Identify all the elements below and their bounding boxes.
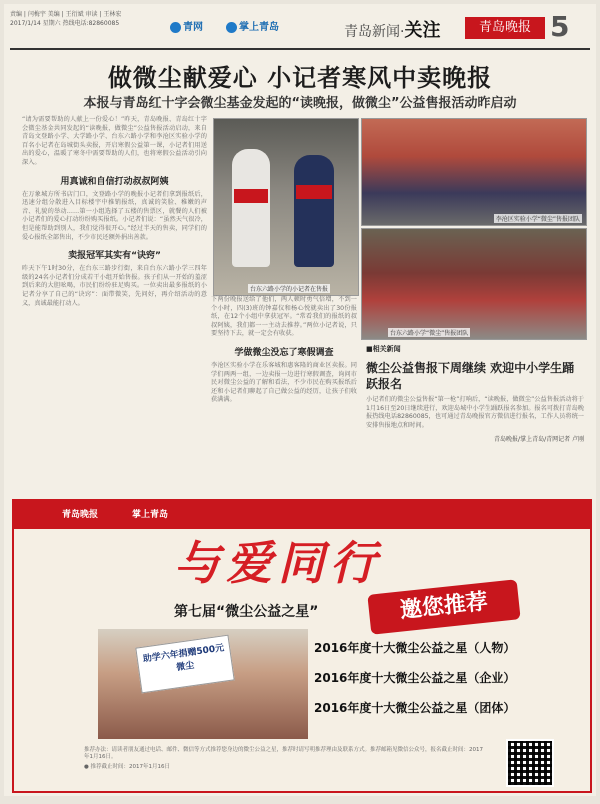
newspaper-page	[4, 4, 596, 796]
category-enterprise: 2016年度十大微尘公益之星（企业）	[314, 671, 516, 685]
brand-logo: 青岛晚报	[465, 17, 545, 39]
photo-group-2	[361, 228, 587, 340]
category-team: 2016年度十大微尘公益之星（团体）	[314, 701, 516, 715]
column-one	[22, 116, 207, 308]
qingwang-icon	[170, 22, 181, 33]
editor-line: 责编 | 闫梅宇 美编 | 王衍斌 审读 | 王林宏	[10, 11, 122, 18]
ad-notice	[84, 747, 484, 771]
category-people: 2016年度十大微尘公益之星（人物）	[314, 641, 516, 655]
photo2-caption: 李沧区实验小学“微尘”售报团队	[495, 216, 580, 223]
date-line: 2017/1/14 星期六 热线电话:82860085	[10, 20, 120, 27]
sub-headline: 本报与青岛红十字会微尘基金发起的“读晚报，做微尘”公益售报活动昨启动	[83, 96, 517, 111]
intro-paragraph: “请为需要帮助的人献上一份爱心！”昨天，青岛晚报、青岛红十字会微尘基金共同发起的“读晚报，做微尘”公益售报活动启动，来自青岛文登路小学、大学路小学、台东六路小学和李沧区实验小学的百名小记者在岛城街头卖报，开启寒假公益第一课，小记者们用送出的爱心，温暖了寒冬中需要帮助的人们，也将寒假公益活动引向深入。	[22, 116, 207, 166]
subhead-1: 用真诚和自信打动叔叔阿姨	[60, 176, 169, 187]
main-headline: 做微尘献爱心 小记者寒风中卖晚报	[107, 64, 493, 92]
photo-group-1	[361, 118, 587, 226]
subhead-2: 卖报冠军其实有“诀窍”	[68, 251, 161, 262]
page-number: 5	[550, 10, 570, 43]
body-paragraph-1: 在万象城方所书店门口，文登路小学的晚报小记者们拿到报纸后，迅速分组分散进入目标楼宇中推销报纸，真诚的笑脸、稚嫩的声音、礼貌的举动……第一小组选择了五楼的售票区，就餐的人们被小记者们的爱心打动纷纷购买报纸。小记者们说：“虽然天气很冷，但是能帮助到别人，我们觉得很开心。”经过半天的售卖，同学们的爱心报纸全部售出，不少市民还额外捐出善款。	[22, 190, 207, 241]
related-news-label: ■相关新闻	[366, 345, 401, 353]
ad-banner	[14, 501, 590, 529]
ad-logo-app: 掌上青岛	[132, 510, 169, 520]
ad-big-title: 与爱同行	[174, 536, 382, 590]
charity-advert	[12, 499, 592, 793]
section-main: 关注	[404, 20, 441, 41]
recommend-badge: 邀您推荐	[367, 579, 520, 634]
ad-logo-paper: 青岛晚报	[62, 510, 99, 520]
app-label: 掌上青岛	[239, 22, 279, 33]
related-headline: 微尘公益售报下周继续 欢迎中小学生踊跃报名	[366, 361, 575, 391]
app-logo	[226, 18, 279, 33]
qingwang-label: 青网	[183, 22, 203, 33]
col2-paragraph: 下两份晚报送给了他们，两人顿时勇气倍增，不到一个小时，四(3)班的钟嘉仪和杨心悦就卖出了30份报纸，在12个小组中拿获冠军。“常看我们的报纸的叔叔阿姨，我们都一一主动去推荐。”两位小记者说，只要坚持下去，就一定会有收获。	[211, 296, 357, 338]
qingwang-logo	[170, 18, 203, 33]
section-title	[344, 16, 440, 42]
subhead-3: 学做微尘没忘了寒假调查	[234, 347, 334, 358]
ad-notice-text: 推荐办法：请读者朋友通过电话、邮件、微信等方式推荐您身边的微尘公益之星，推荐时请写明推荐理由及联系方式。推荐邮箱见微信公众号，报名截止时间：2017年1月16日。	[84, 747, 484, 761]
girl-2	[294, 155, 334, 267]
editor-meta	[10, 10, 140, 28]
col2-paragraph-2: 李沧区实验小学在乐客城和惠客隆的商业区卖报。同学们两两一组，一边卖报一边进行寒假调查，询问市民对微尘公益的了解和看法，不少市民在购买报纸后还和小记者们聊起了自己做公益的经历，让孩子们收获满满。	[211, 361, 357, 404]
ad-deadline: ● 推荐截止时间：2017年1月16日	[84, 763, 171, 770]
photo-girls-selling	[213, 118, 359, 296]
ad-award-title: 第七届“微尘公益之星”	[174, 604, 319, 620]
girl-1	[232, 149, 270, 267]
donation-sign: 助学六年捐赠500元 微尘	[135, 635, 234, 694]
qr-code	[506, 739, 554, 787]
body-paragraph-2: 昨天下午1时30分，在台东三路步行街，来自台东六路小学三四年级的24名小记者们分成若干小组开始售报。孩子们从一开始的羞涩到后来的大胆吆喝，市民们纷纷驻足购买。一位卖出最多报纸的小记者分享了自己的“诀窍”：面带微笑，先问好，再介绍活动的意义，真诚最能打动人。	[22, 265, 207, 307]
section-prefix: 青岛新闻·	[344, 24, 405, 40]
photo1-caption: 台东六路小学的小记者在售报	[250, 286, 329, 293]
ad-photo	[98, 629, 308, 739]
byline: 青岛晚报/掌上青岛/青网记者 卢刚	[494, 436, 584, 444]
sash-2	[296, 185, 332, 199]
column-three	[366, 344, 584, 443]
related-body: 小记者们的微尘公益售报“第一枪”打响后，“读晚报，做微尘”公益售报活动将于1月16日至20日继续进行，欢迎岛城中小学生踊跃报名参加。报名可拨打青岛晚报热线电话82860085，也可通过青岛晚报官方微信进行报名，工作人员将统一安排售报地点和时间。	[366, 396, 584, 429]
column-two	[211, 296, 357, 405]
app-icon	[226, 22, 237, 33]
photo3-caption: 台东六路小学“微尘”售报团队	[390, 330, 469, 337]
page-header	[10, 8, 590, 50]
sash-1	[234, 189, 268, 203]
